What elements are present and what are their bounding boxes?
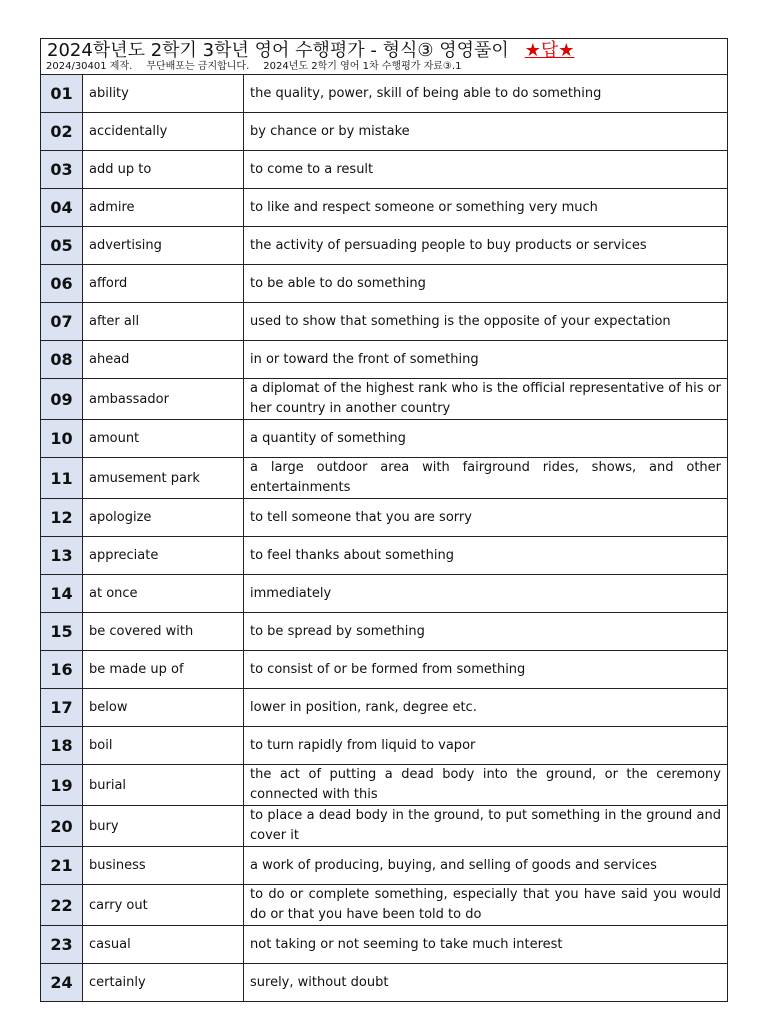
subtitle-line (46, 61, 475, 73)
row-word: amusement park (83, 458, 244, 499)
row-number: 09 (41, 379, 83, 420)
row-number: 05 (41, 227, 83, 265)
answer-mark: ★답★ (524, 40, 575, 61)
row-word: below (83, 689, 244, 727)
table-row (41, 499, 728, 537)
row-number: 01 (41, 75, 83, 113)
row-word: appreciate (83, 537, 244, 575)
table-row (41, 885, 728, 926)
table-row (41, 651, 728, 689)
row-number: 23 (41, 926, 83, 964)
row-word: add up to (83, 151, 244, 189)
row-word: after all (83, 303, 244, 341)
vocabulary-table-body (41, 75, 728, 1002)
row-definition: to come to a result (244, 151, 728, 189)
table-row (41, 341, 728, 379)
row-word: be made up of (83, 651, 244, 689)
source-text: 2024년도 2학기 영어 1차 수행평가 자료③.1 (263, 61, 462, 72)
row-number: 13 (41, 537, 83, 575)
row-word: afford (83, 265, 244, 303)
row-definition: a work of producing, buying, and selling of goods and services (244, 847, 728, 885)
row-definition: to place a dead body in the ground, to put something in the ground and cover it (244, 806, 728, 847)
table-row (41, 458, 728, 499)
row-definition: lower in position, rank, degree etc. (244, 689, 728, 727)
worksheet-header (40, 38, 728, 74)
row-number: 18 (41, 727, 83, 765)
row-definition: not taking or not seeming to take much interest (244, 926, 728, 964)
row-number: 12 (41, 499, 83, 537)
row-definition: a diplomat of the highest rank who is the official representative of his or her country in another country (244, 379, 728, 420)
row-word: business (83, 847, 244, 885)
row-definition: to do or complete something, especially that you have said you would do or that you have been told to do (244, 885, 728, 926)
row-number: 10 (41, 420, 83, 458)
table-row (41, 727, 728, 765)
notice-text: 무단배포는 금지합니다. (146, 61, 250, 72)
worksheet (40, 38, 728, 1002)
row-word: casual (83, 926, 244, 964)
row-word: burial (83, 765, 244, 806)
table-row (41, 847, 728, 885)
made-by-text: 2024/30401 제작. (46, 61, 133, 72)
row-definition: the quality, power, skill of being able to do something (244, 75, 728, 113)
row-number: 22 (41, 885, 83, 926)
row-number: 04 (41, 189, 83, 227)
row-definition: the activity of persuading people to buy products or services (244, 227, 728, 265)
row-word: advertising (83, 227, 244, 265)
table-row (41, 575, 728, 613)
row-definition: in or toward the front of something (244, 341, 728, 379)
table-row (41, 113, 728, 151)
row-word: ability (83, 75, 244, 113)
table-row (41, 537, 728, 575)
row-definition: to be spread by something (244, 613, 728, 651)
row-number: 15 (41, 613, 83, 651)
table-row (41, 926, 728, 964)
table-row (41, 265, 728, 303)
table-row (41, 689, 728, 727)
row-word: bury (83, 806, 244, 847)
row-number: 21 (41, 847, 83, 885)
table-row (41, 613, 728, 651)
row-definition: the act of putting a dead body into the ground, or the ceremony connected with this (244, 765, 728, 806)
row-definition: used to show that something is the opposite of your expectation (244, 303, 728, 341)
row-word: apologize (83, 499, 244, 537)
row-word: accidentally (83, 113, 244, 151)
table-row (41, 151, 728, 189)
row-number: 14 (41, 575, 83, 613)
row-word: ambassador (83, 379, 244, 420)
row-number: 20 (41, 806, 83, 847)
row-word: admire (83, 189, 244, 227)
row-word: amount (83, 420, 244, 458)
table-row (41, 806, 728, 847)
row-definition: to be able to do something (244, 265, 728, 303)
row-definition: a large outdoor area with fairground rides, shows, and other entertainments (244, 458, 728, 499)
row-word: be covered with (83, 613, 244, 651)
row-definition: to consist of or be formed from something (244, 651, 728, 689)
table-row (41, 420, 728, 458)
row-number: 06 (41, 265, 83, 303)
title-line (47, 39, 574, 63)
row-word: carry out (83, 885, 244, 926)
row-word: certainly (83, 964, 244, 1002)
table-row (41, 189, 728, 227)
row-word: ahead (83, 341, 244, 379)
row-number: 16 (41, 651, 83, 689)
row-number: 03 (41, 151, 83, 189)
table-row (41, 379, 728, 420)
table-row (41, 765, 728, 806)
row-number: 24 (41, 964, 83, 1002)
table-row (41, 75, 728, 113)
page-title: 2024학년도 2학기 3학년 영어 수행평가 - 형식③ 영영풀이 (47, 40, 509, 61)
table-row (41, 303, 728, 341)
row-definition: a quantity of something (244, 420, 728, 458)
row-definition: immediately (244, 575, 728, 613)
row-word: at once (83, 575, 244, 613)
row-definition: to like and respect someone or something very much (244, 189, 728, 227)
table-row (41, 964, 728, 1002)
row-number: 17 (41, 689, 83, 727)
row-number: 02 (41, 113, 83, 151)
row-number: 19 (41, 765, 83, 806)
row-word: boil (83, 727, 244, 765)
row-definition: surely, without doubt (244, 964, 728, 1002)
row-definition: to tell someone that you are sorry (244, 499, 728, 537)
row-definition: by chance or by mistake (244, 113, 728, 151)
table-row (41, 227, 728, 265)
vocabulary-table (40, 74, 728, 1002)
row-definition: to turn rapidly from liquid to vapor (244, 727, 728, 765)
row-definition: to feel thanks about something (244, 537, 728, 575)
row-number: 07 (41, 303, 83, 341)
row-number: 08 (41, 341, 83, 379)
row-number: 11 (41, 458, 83, 499)
